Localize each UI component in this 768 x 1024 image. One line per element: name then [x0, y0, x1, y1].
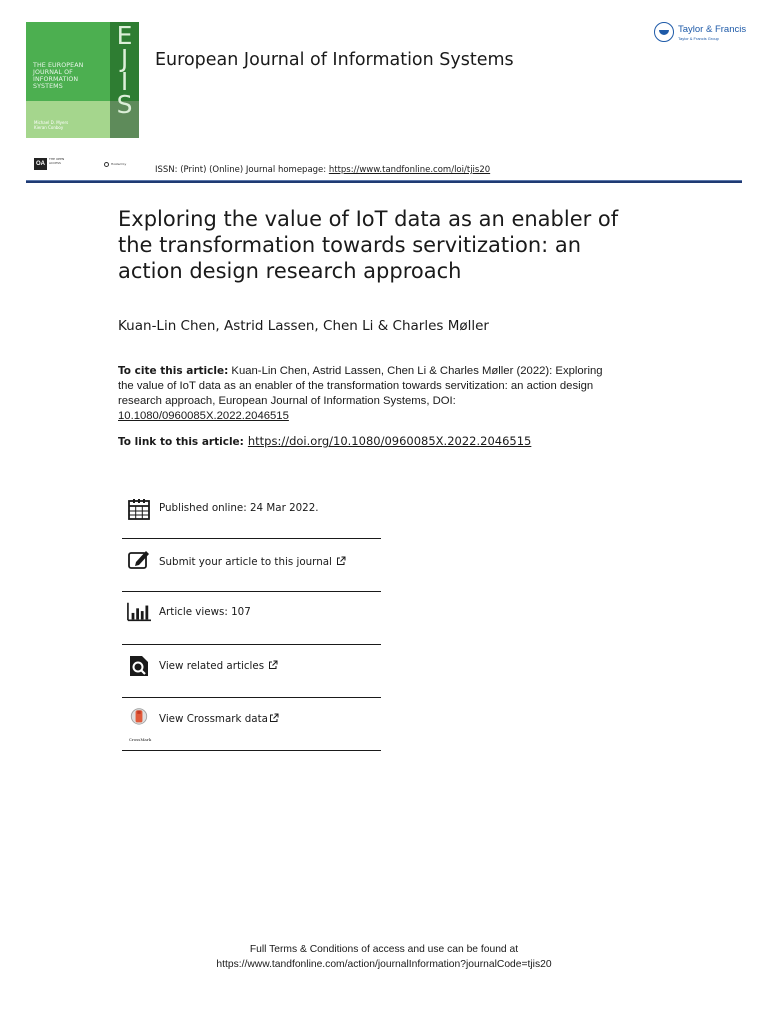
- journal-homepage-link[interactable]: https://www.tandfonline.com/loi/tjis20: [328, 165, 491, 175]
- open-access-logo: [34, 158, 70, 170]
- host-logo-text: Hosted by: [111, 162, 127, 166]
- footer: [0, 942, 768, 972]
- journal-title: European Journal of Information Systems: [155, 50, 514, 70]
- journal-cover-image: [26, 22, 139, 138]
- spine-letter: S: [116, 90, 133, 119]
- cover-title-line: SYSTEMS: [33, 83, 63, 90]
- submit-article-link[interactable]: [159, 556, 346, 568]
- article-info-list: [122, 487, 381, 751]
- cover-title-line: INFORMATION: [33, 76, 79, 83]
- article-link-line: [118, 434, 531, 448]
- crossmark-label: CrossMark: [128, 737, 152, 742]
- publisher-name: Taylor & Francis: [678, 24, 747, 35]
- calendar-icon: [127, 497, 151, 521]
- footer-terms-text: Full Terms & Conditions of access and use can be found at: [249, 944, 519, 955]
- issn-line: [155, 165, 490, 175]
- related-articles-label: View related articles: [159, 660, 265, 672]
- publisher-logo-icon: [654, 22, 674, 42]
- spine-letter: I: [120, 67, 129, 96]
- footer-terms-link[interactable]: https://www.tandfonline.com/action/journalInformation?journalCode=tjis20: [216, 959, 552, 970]
- submit-article-label: Submit your article to this journal: [159, 556, 332, 568]
- oa-text: THE OPEN ACCESS: [49, 157, 65, 165]
- article-views-text: Article views: 107: [159, 606, 251, 618]
- cover-editors: [34, 120, 104, 130]
- cover-editor: Kieran Conboy: [34, 125, 64, 130]
- taylor-francis-logo[interactable]: [654, 22, 746, 46]
- external-link-icon: [336, 556, 346, 566]
- article-views-item: [122, 592, 381, 645]
- article-authors: Kuan-Lin Chen, Astrid Lassen, Chen Li & Charles Møller: [118, 318, 489, 334]
- cover-title-line: THE EUROPEAN: [33, 62, 84, 69]
- crossmark-link-label: View Crossmark data: [159, 713, 268, 725]
- spine-letter: E: [116, 22, 133, 50]
- submit-article-item[interactable]: [122, 539, 381, 592]
- crossmark-link[interactable]: [159, 713, 279, 725]
- citation-label: To cite this article:: [118, 365, 229, 377]
- host-logo: [104, 161, 132, 169]
- cover-spine-letters: [110, 22, 139, 119]
- related-search-icon: [127, 654, 151, 678]
- citation-text: Kuan-Lin Chen, Astrid Lassen, Chen Li & Charles Møller (2022): Exploring the value of IoT data as an enabler of the transformation towards servitization: an action design research approach, European Journal of Information Systems, DOI:: [118, 365, 603, 407]
- cover-editor: Michael D. Myers: [34, 120, 69, 125]
- bar-chart-icon: [127, 600, 151, 624]
- header-divider: [26, 181, 742, 183]
- external-link-icon: [269, 713, 279, 723]
- issn-text: ISSN: (Print) (Online) Journal homepage:: [155, 165, 329, 175]
- published-online-text: Published online: 24 Mar 2022.: [159, 502, 319, 514]
- citation-block: [118, 364, 608, 424]
- related-articles-item[interactable]: [122, 645, 381, 698]
- cover-title: [33, 62, 103, 90]
- citation-doi-link[interactable]: 10.1080/0960085X.2022.2046515: [118, 410, 289, 422]
- submit-edit-icon: [127, 548, 151, 572]
- crossmark-icon: [127, 707, 151, 731]
- cover-title-line: JOURNAL OF: [33, 69, 73, 76]
- crossmark-item[interactable]: [122, 698, 381, 751]
- article-doi-link[interactable]: https://doi.org/10.1080/0960085X.2022.2046515: [247, 434, 532, 448]
- published-online-item: [122, 487, 381, 539]
- host-logo-icon: [104, 162, 109, 167]
- link-label: To link to this article:: [118, 436, 244, 448]
- publisher-group: Taylor & Francis Group: [678, 36, 719, 41]
- external-link-icon: [268, 660, 278, 670]
- related-articles-link[interactable]: [159, 660, 278, 672]
- article-title: Exploring the value of IoT data as an enabler of the transformation towards servitization: an action design research approach: [118, 207, 619, 283]
- oa-mark: OA: [34, 158, 47, 170]
- spine-letter: J: [120, 44, 129, 73]
